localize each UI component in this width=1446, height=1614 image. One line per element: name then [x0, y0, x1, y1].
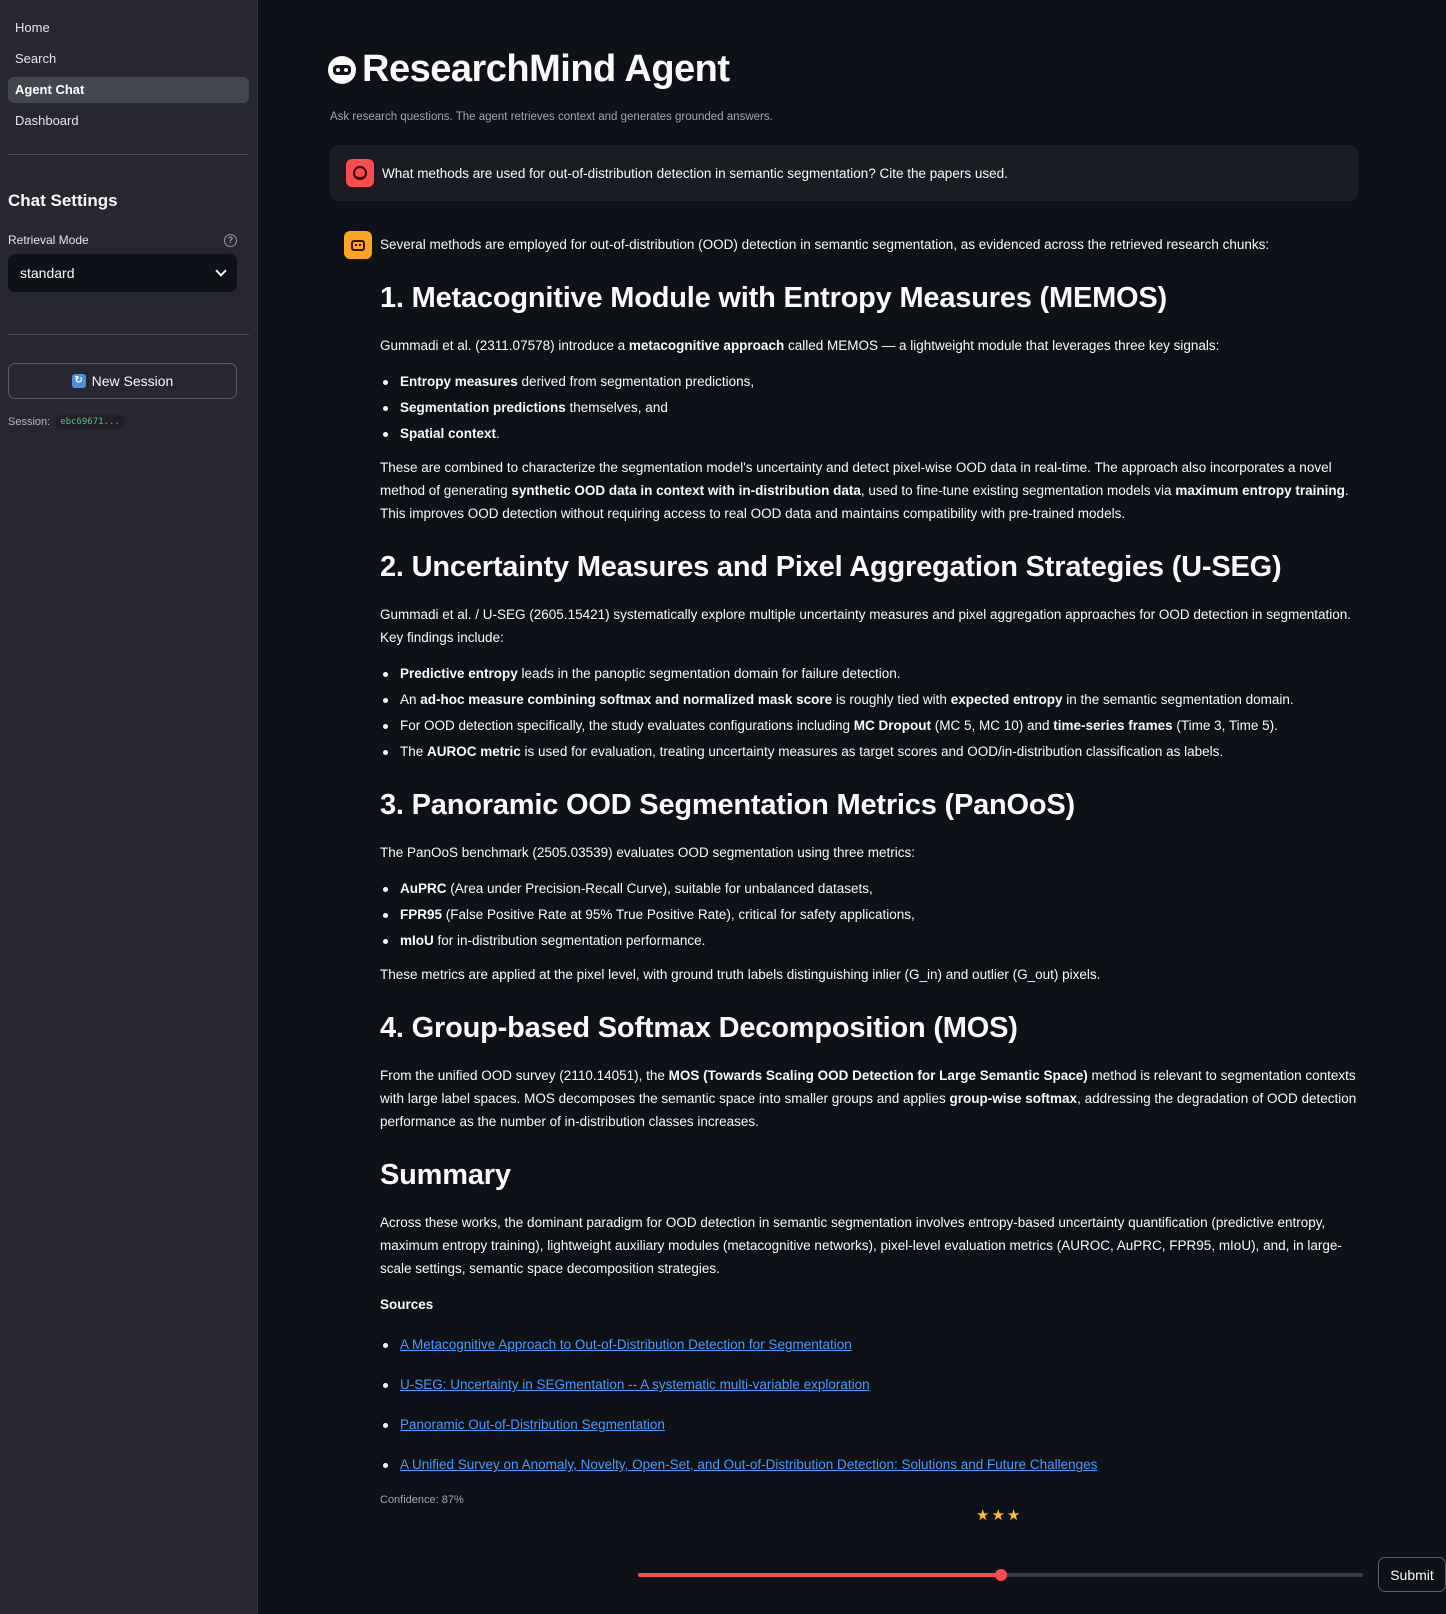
assistant-avatar [344, 231, 372, 259]
main-content [258, 0, 1434, 1614]
source-link[interactable]: A Unified Survey on Anomaly, Novelty, Open-Set, and Out-of-Distribution Detection: Solutions and Future Challenges [400, 1457, 1098, 1472]
session-label: Session: [8, 416, 51, 428]
retrieval-mode-select[interactable] [8, 254, 237, 292]
answer-intro: Several methods are employed for out-of-distribution (OOD) detection in semantic segmentation, as evidenced across the retrieved research chunks: [380, 237, 1270, 252]
user-avatar-icon [346, 159, 374, 187]
page-header [328, 48, 730, 91]
nav-item-home[interactable]: Home [15, 20, 50, 35]
new-session-button[interactable] [8, 363, 237, 399]
bullet-list [380, 662, 1360, 763]
paragraph: These are combined to characterize the segmentation model's uncertainty and detect pixel-wise OOD data in real-time. The approach also incorporates a novel method of generating synthetic OOD data in context with in-distribution data, used to fine-tune existing segmentation models via maximum entropy training. This improves OOD detection without requiring access to real OOD data and maintains compatibility with pre-trained models. [380, 460, 1349, 521]
source-item [380, 1413, 1360, 1436]
source-link[interactable]: U-SEG: Uncertainty in SEGmentation -- A systematic multi-variable exploration [400, 1377, 870, 1392]
source-item [380, 1333, 1360, 1356]
paragraph: The PanOoS benchmark (2505.03539) evaluates OOD segmentation using three metrics: [380, 845, 916, 860]
user-message-text: What methods are used for out-of-distribution detection in semantic segmentation? Cite the papers used. [382, 165, 1008, 181]
list-item: For OOD detection specifically, the study evaluates configurations including MC Dropout (MC 5, MC 10) and time-series frames (Time 3, Time 5). [380, 714, 1360, 737]
paragraph: Gummadi et al. (2311.07578) introduce a metacognitive approach called MEMOS — a lightweight module that leverages three key signals: [380, 338, 1220, 353]
retrieval-mode-label: Retrieval Mode [8, 233, 89, 247]
page-title: ResearchMind Agent [362, 48, 730, 90]
paragraph: These metrics are applied at the pixel level, with ground truth labels distinguishing inlier (G_in) and outlier (G_out) pixels. [380, 967, 1101, 982]
source-link[interactable]: A Metacognitive Approach to Out-of-Distribution Detection for Segmentation [400, 1337, 852, 1352]
rating-slider[interactable] [638, 1573, 1363, 1577]
sidebar-divider [8, 154, 249, 155]
list-item: An ad-hoc measure combining softmax and normalized mask score is roughly tied with expected entropy in the semantic segmentation domain. [380, 688, 1360, 711]
summary-heading: Summary [380, 1159, 511, 1191]
section-heading: 2. Uncertainty Measures and Pixel Aggregation Strategies (U-SEG) [380, 551, 1282, 583]
source-item [380, 1453, 1360, 1476]
help-icon[interactable]: ? [224, 234, 237, 247]
paragraph: From the unified OOD survey (2110.14051), the MOS (Towards Scaling OOD Detection for Large Semantic Space) method is relevant to segmentation contexts with large label spaces. MOS decomposes the semantic space into smaller groups and applies group-wise softmax, addressing the degradation of OOD detection performance as the number of in-distribution classes increases. [380, 1068, 1357, 1129]
list-item: Entropy measures derived from segmentation predictions, [380, 370, 1360, 393]
slider-thumb[interactable] [995, 1569, 1007, 1581]
user-message [330, 145, 1358, 201]
list-item: AuPRC (Area under Precision-Recall Curve), suitable for unbalanced datasets, [380, 877, 1360, 900]
chevron-down-icon [215, 265, 226, 276]
retrieval-mode-label-row [0, 233, 257, 247]
list-item: Predictive entropy leads in the panoptic segmentation domain for failure detection. [380, 662, 1360, 685]
bullet-list [380, 877, 1360, 952]
new-session-label: New Session [91, 373, 174, 389]
confidence-label: Confidence: 87% [380, 1494, 464, 1506]
sources-list [380, 1333, 1360, 1476]
nav-item-dashboard[interactable]: Dashboard [15, 113, 79, 128]
sources-heading: Sources [380, 1297, 434, 1312]
source-item [380, 1373, 1360, 1396]
session-info [0, 415, 257, 429]
sidebar [0, 0, 258, 1614]
robot-icon [328, 56, 356, 84]
summary-paragraph: Across these works, the dominant paradigm for OOD detection in semantic segmentation involves entropy-based uncertainty quantification (predictive entropy, maximum entropy training), lightweight auxiliary modules (metacognitive networks), pixel-level evaluation metrics (AUROC, AuPRC, FPR95, mIoU), and, in large-scale settings, semantic space decomposition strategies. [380, 1215, 1342, 1276]
sidebar-nav [0, 0, 257, 134]
paragraph: Gummadi et al. / U-SEG (2605.15421) systematically explore multiple uncertainty measures and pixel aggregation approaches for OOD detection in segmentation. Key findings include: [380, 607, 1351, 645]
section-heading: 3. Panoramic OOD Segmentation Metrics (PanOoS) [380, 789, 1076, 821]
bullet-list [380, 370, 1360, 445]
bot-avatar-icon [344, 231, 372, 259]
list-item: FPR95 (False Positive Rate at 95% True Positive Rate), critical for safety applications, [380, 903, 1360, 926]
list-item: Spatial context. [380, 422, 1360, 445]
section-heading: 1. Metacognitive Module with Entropy Measures (MEMOS) [380, 282, 1167, 314]
refresh-icon: ↻ [72, 374, 86, 388]
session-id: ebc69671... [56, 415, 124, 429]
nav-item-search[interactable]: Search [15, 51, 57, 66]
slider-fill [638, 1573, 1001, 1577]
retrieval-mode-value: standard [20, 265, 75, 281]
list-item: The AUROC metric is used for evaluation, treating uncertainty measures as target scores and OOD/in-distribution classification as labels. [380, 740, 1360, 763]
source-link[interactable]: Panoramic Out-of-Distribution Segmentation [400, 1417, 665, 1432]
star-rating-icon: ★★★ [976, 1507, 1023, 1524]
submit-button[interactable]: Submit [1378, 1557, 1446, 1592]
list-item: mIoU for in-distribution segmentation performance. [380, 929, 1360, 952]
nav-item-agent-chat[interactable]: Agent Chat [8, 77, 249, 103]
assistant-message [380, 233, 1360, 1512]
page-subtitle: Ask research questions. The agent retrieves context and generates grounded answers. [330, 111, 773, 123]
list-item: Segmentation predictions themselves, and [380, 396, 1360, 419]
chat-settings-heading: Chat Settings [8, 191, 118, 210]
section-heading: 4. Group-based Softmax Decomposition (MOS) [380, 1012, 1018, 1044]
